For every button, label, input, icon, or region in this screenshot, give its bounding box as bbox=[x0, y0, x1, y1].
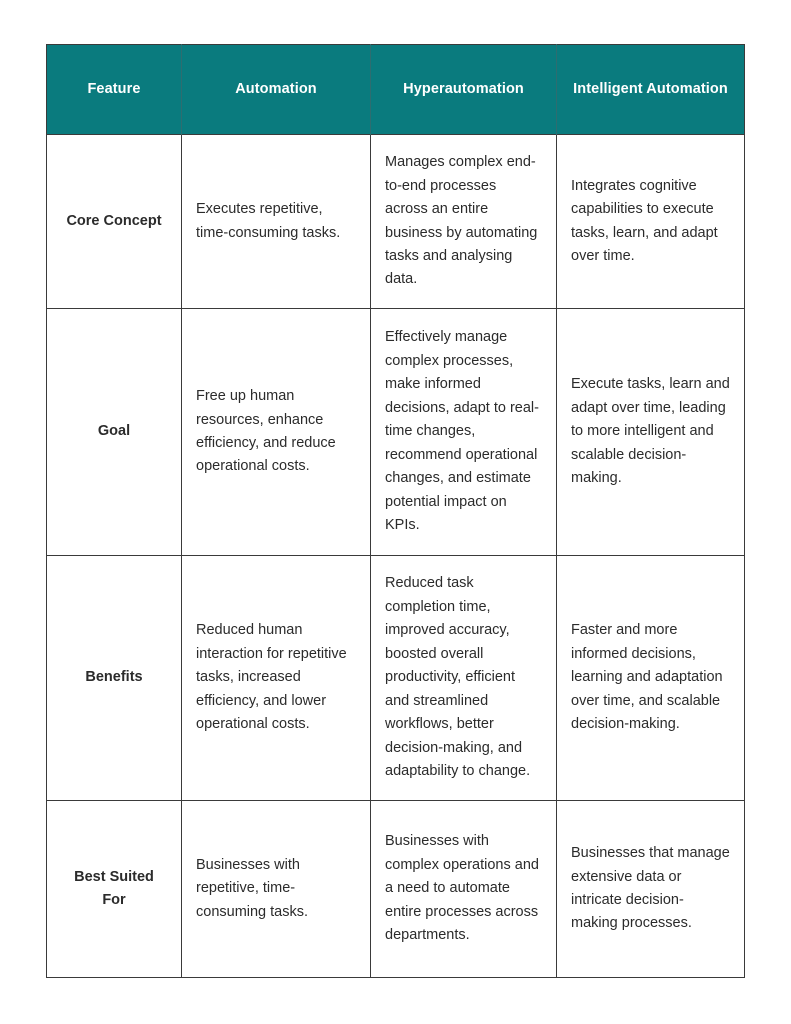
column-header-hyperautomation: Hyperautomation bbox=[371, 45, 557, 135]
cell-core-concept-hyperautomation: Manages complex end-to-end processes across an entire business by automating tasks and analysing data. bbox=[371, 135, 557, 309]
table-header bbox=[47, 45, 745, 135]
row-label-best-suited-for: Best Suited For bbox=[47, 801, 182, 978]
table-body bbox=[47, 135, 745, 978]
row-label-core-concept: Core Concept bbox=[47, 135, 182, 309]
cell-core-concept-automation: Executes repetitive, time-consuming tasks. bbox=[182, 135, 371, 309]
cell-goal-automation: Free up human resources, enhance efficiency, and reduce operational costs. bbox=[182, 309, 371, 556]
row-label-goal: Goal bbox=[47, 309, 182, 556]
table-row bbox=[47, 135, 745, 309]
column-header-automation: Automation bbox=[182, 45, 371, 135]
cell-benefits-hyperautomation: Reduced task completion time, improved accuracy, boosted overall productivity, efficient and streamlined workflows, better decision-making, and adaptability to change. bbox=[371, 556, 557, 801]
cell-goal-intelligent-automation: Execute tasks, learn and adapt over time, leading to more intelligent and scalable decision-making. bbox=[557, 309, 745, 556]
table-row bbox=[47, 801, 745, 978]
column-header-feature: Feature bbox=[47, 45, 182, 135]
table-header-row bbox=[47, 45, 745, 135]
cell-best-suited-for-automation: Businesses with repetitive, time-consuming tasks. bbox=[182, 801, 371, 978]
cell-goal-hyperautomation: Effectively manage complex processes, make informed decisions, adapt to real-time changes, recommend operational changes, and estimate potential impact on KPIs. bbox=[371, 309, 557, 556]
cell-benefits-intelligent-automation: Faster and more informed decisions, learning and adaptation over time, and scalable decision-making. bbox=[557, 556, 745, 801]
cell-best-suited-for-intelligent-automation: Businesses that manage extensive data or intricate decision-making processes. bbox=[557, 801, 745, 978]
cell-best-suited-for-hyperautomation: Businesses with complex operations and a need to automate entire processes across departments. bbox=[371, 801, 557, 978]
column-header-intelligent-automation: Intelligent Automation bbox=[557, 45, 745, 135]
row-label-benefits: Benefits bbox=[47, 556, 182, 801]
cell-core-concept-intelligent-automation: Integrates cognitive capabilities to execute tasks, learn, and adapt over time. bbox=[557, 135, 745, 309]
table-row bbox=[47, 556, 745, 801]
cell-benefits-automation: Reduced human interaction for repetitive tasks, increased efficiency, and lower operational costs. bbox=[182, 556, 371, 801]
table-row bbox=[47, 309, 745, 556]
automation-comparison-table bbox=[46, 44, 745, 978]
